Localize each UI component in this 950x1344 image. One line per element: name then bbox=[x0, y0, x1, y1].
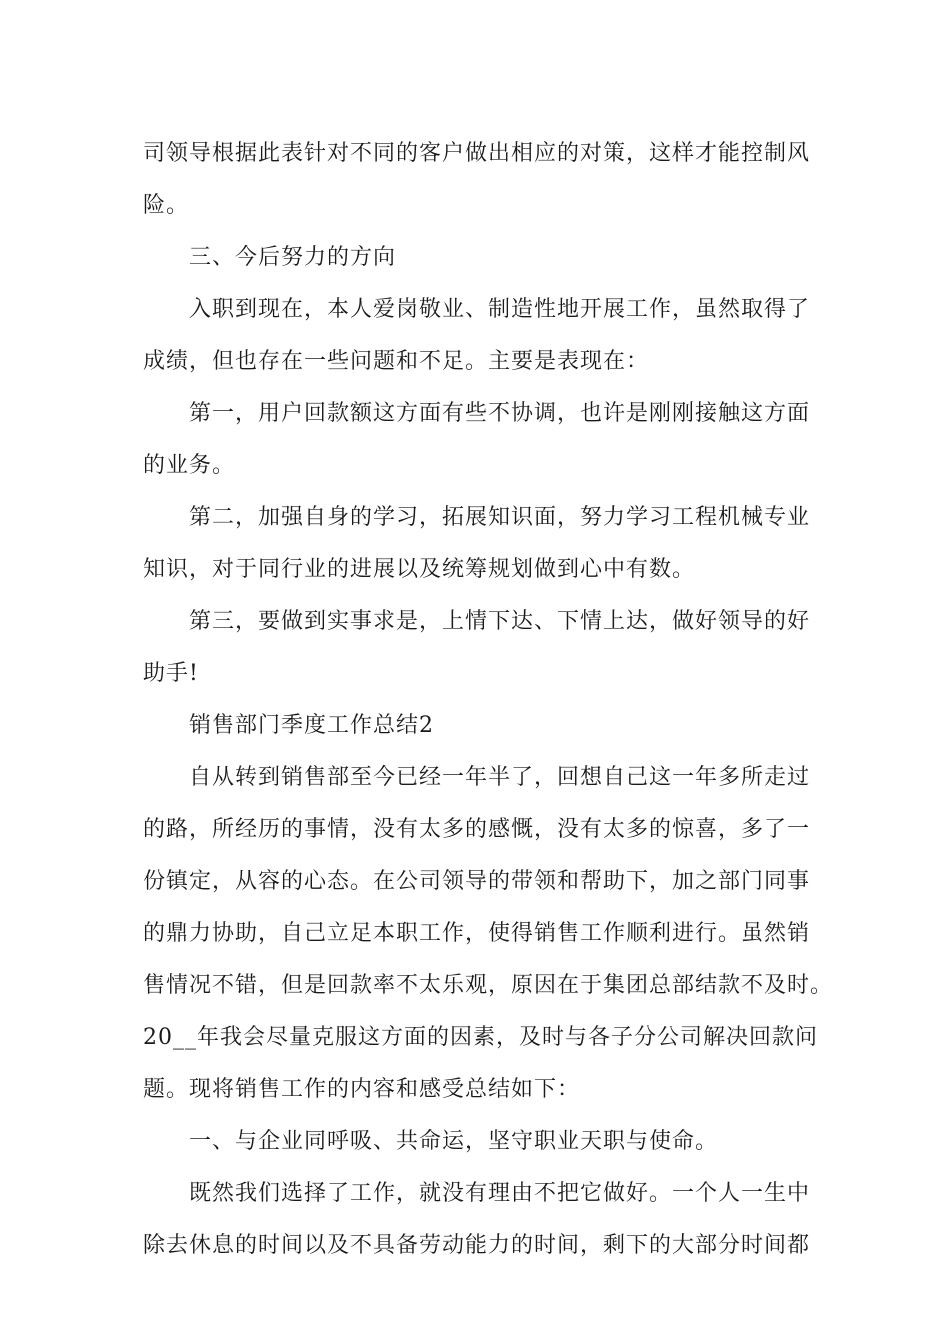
text-line: 第二，加强自身的学习，拓展知识面，努力学习工程机械专业 bbox=[189, 505, 811, 530]
document-title: 销售部门季度工作总结2 bbox=[189, 713, 434, 738]
text-line: 第三，要做到实事求是，上情下达、下情上达，做好领导的好 bbox=[189, 609, 811, 634]
text-line: 售情况不错，但是回款率不太乐观，原因在于集团总部结款不及时。 bbox=[143, 973, 834, 998]
text-line: 助手! bbox=[143, 661, 199, 686]
text-line: 入职到现在，本人爱岗敬业、制造性地开展工作，虽然取得了 bbox=[189, 297, 811, 322]
text-line: 除去休息的时间以及不具备劳动能力的时间，剩下的大部分时间都 bbox=[143, 1233, 811, 1258]
text-line: 的路，所经历的事情，没有太多的感慨，没有太多的惊喜，多了一 bbox=[143, 817, 811, 842]
text-line: 成绩，但也存在一些问题和不足。主要是表现在： bbox=[143, 349, 650, 374]
text-line: 司领导根据此表针对不同的客户做出相应的对策，这样才能控制风 bbox=[143, 141, 811, 166]
text-line: 第一，用户回款额这方面有些不协调，也许是刚刚接触这方面 bbox=[189, 401, 811, 426]
text-line: 险。 bbox=[143, 193, 190, 218]
text-line: 既然我们选择了工作，就没有理由不把它做好。一个人一生中 bbox=[189, 1181, 811, 1206]
text-line: 题。现将销售工作的内容和感受总结如下： bbox=[143, 1077, 581, 1102]
section-heading: 一、与企业同呼吸、共命运，坚守职业天职与使命。 bbox=[189, 1129, 719, 1154]
text-line: 的业务。 bbox=[143, 453, 236, 478]
text-line: 的鼎力协助，自己立足本职工作，使得销售工作顺利进行。虽然销 bbox=[143, 921, 811, 946]
text-line: 份镇定，从容的心态。在公司领导的带领和帮助下，加之部门同事 bbox=[143, 869, 811, 894]
document-body bbox=[143, 128, 834, 1272]
text-line: 知识，对于同行业的进展以及统筹规划做到心中有数。 bbox=[143, 557, 696, 582]
text-line: 自从转到销售部至今已经一年半了，回想自己这一年多所走过 bbox=[189, 765, 811, 790]
text-line: 20__年我会尽量克服这方面的因素，及时与各子分公司解决回款问 bbox=[143, 1025, 818, 1050]
section-heading: 三、今后努力的方向 bbox=[189, 245, 397, 270]
